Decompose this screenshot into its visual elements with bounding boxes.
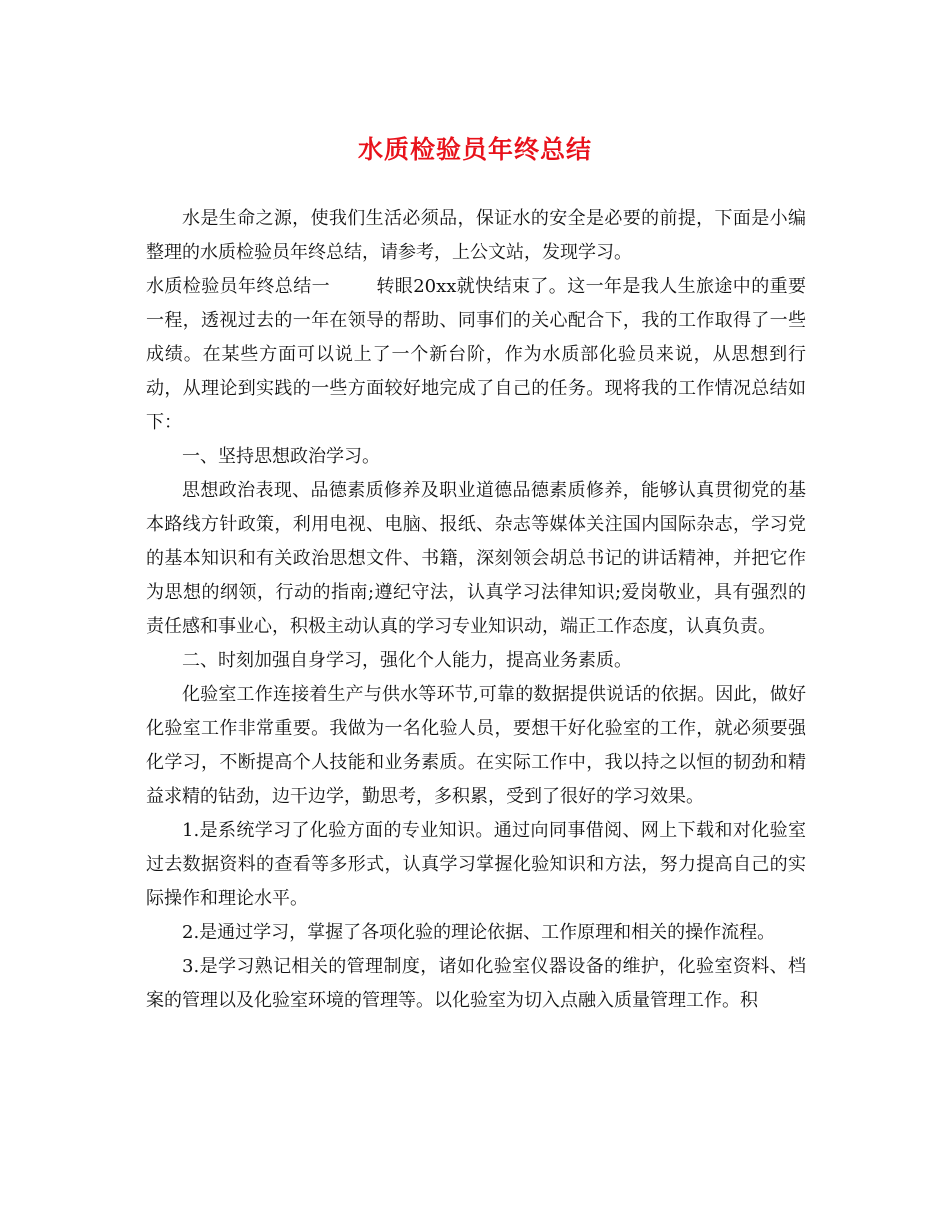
paragraph-two: 化验室工作连接着生产与供水等环节,可靠的数据提供说话的依据。因此，做好化验室工作非常重要。我做为一名化验人员，要想干好化验室的工作，就必须要强化学习，不断提高个人技能和业务素质。在实际工作中，我以持之以恒的韧劲和精益求精的钻劲，边干边学，勤思考，多积累，受到了很好的学习效果。 bbox=[146, 684, 806, 807]
list-item-one: 1.是系统学习了化验方面的专业知识。通过向同事借阅、网上下载和对化验室过去数据资料的查看等多形式，认真学习掌握化验知识和方法，努力提高自己的实际操作和理论水平。 bbox=[146, 820, 806, 909]
document-body bbox=[146, 202, 806, 1018]
heading-one: 一、坚持思想政治学习。 bbox=[182, 446, 380, 467]
heading-two: 二、时刻加强自身学习，强化个人能力，提高业务素质。 bbox=[182, 650, 632, 671]
paragraph-one: 思想政治表现、品德素质修养及职业道德品德素质修养，能够认真贯彻党的基本路线方针政策，利用电视、电脑、报纸、杂志等媒体关注国内国际杂志，学习党的基本知识和有关政治思想文件、书籍，深刻领会胡总书记的讲话精神，并把它作为思想的纲领，行动的指南;遵纪守法，认真学习法律知识;爱岗敬业，具有强烈的责任感和事业心，积极主动认真的学习专业知识动，端正工作态度，认真负责。 bbox=[146, 480, 806, 637]
section-one-label: 水质检验员年终总结一 bbox=[146, 276, 330, 297]
section-one-lead: 转眼20xx就快结束了。这一年是我人生旅途中的重要一程，透视过去的一年在领导的帮助、同事们的关心配合下，我的工作取得了一些成绩。在某些方面可以说上了一个新台阶，作为水质部化验员来说，从思想到行动，从理论到实践的一些方面较好地完成了自己的任务。现将我的工作情况总结如下： bbox=[146, 276, 806, 433]
intro-paragraph: 水是生命之源，使我们生活必须品，保证水的安全是必要的前提，下面是小编整理的水质检验员年终总结，请参考，上公文站，发现学习。 bbox=[146, 208, 806, 263]
list-item-two: 2.是通过学习，掌握了各项化验的理论依据、工作原理和相关的操作流程。 bbox=[182, 922, 776, 943]
section-one-paragraph bbox=[146, 270, 806, 440]
document-title: 水质检验员年终总结 bbox=[357, 135, 592, 164]
list-item-three: 3.是学习熟记相关的管理制度，诸如化验室仪器设备的维护，化验室资料、档案的管理以及化验室环境的管理等。以化验室为切入点融入质量管理工作。积 bbox=[146, 956, 806, 1011]
